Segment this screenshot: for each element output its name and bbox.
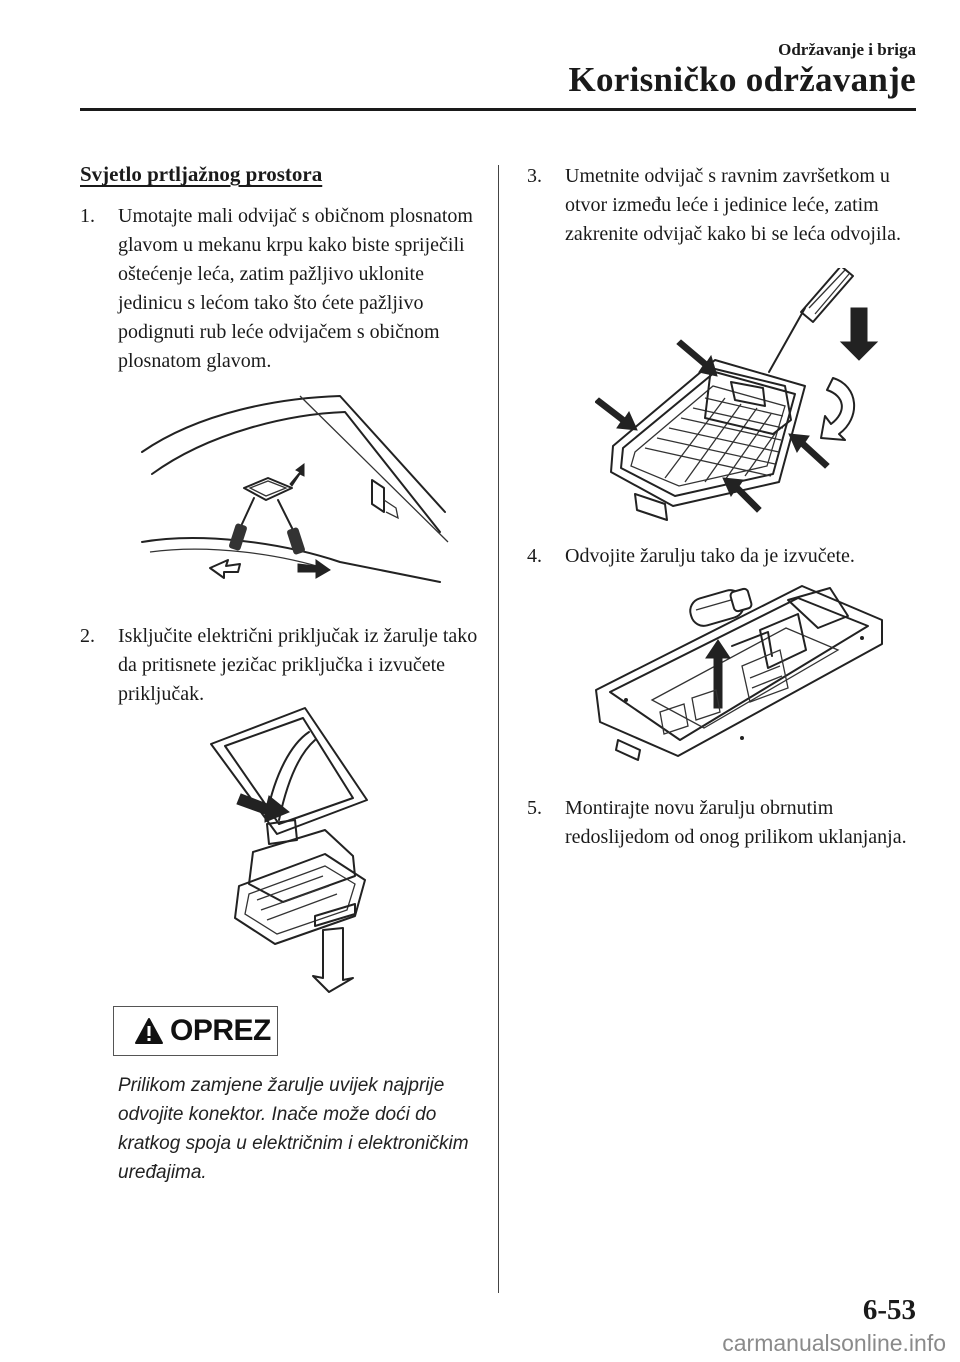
connector-disconnect-illustration [205,704,375,994]
warning-triangle-icon [134,1017,164,1045]
trunk-light-removal-illustration [140,392,450,588]
step-3 [527,162,922,249]
step-2-text: Isključite električni priključak iz žarulje tako da pritisnete jezičac priključka i izvučete priključak. [118,625,478,705]
lens-detach-illustration [595,268,885,524]
header-divider [80,108,916,111]
page-title: Korisničko održavanje [568,60,916,99]
page-number: 6-53 [862,1294,916,1326]
step-5-text: Montirajte novu žarulju obrnutim redoslijedom od onog prilikom uklanjanja. [565,797,907,848]
step-5 [527,794,922,852]
step-3-text: Umetnite odvijač s ravnim završetkom u otvor između leće i jedinice leće, zatim zakrenite odvijač kako bi se leća odvojila. [565,165,901,245]
caution-text: Prilikom zamjene žarulje uvijek najprije odvojite konektor. Inače može doći do kratkog spoja u električnim i elektroničkim uređajima. [118,1075,469,1183]
step-3-number: 3. [527,165,542,187]
step-4 [527,542,922,571]
caution-box [113,1006,278,1056]
step-2-number: 2. [80,625,95,647]
step-5-number: 5. [527,797,542,819]
step-1-text: Umotajte mali odvijač s običnom plosnatom glavom u mekanu krpu kako biste spriječili oštećenje leća, zatim pažljivo uklonite jedinicu s lećom tako što ćete pažljivo podignuti rub leće odvijačem s običnom plosnatom glavom. [118,205,473,372]
section-title: Svjetlo prtljažnog prostora [80,162,323,186]
caution-label: OPREZ [170,1014,271,1047]
column-divider [498,165,499,1293]
step-1 [80,202,480,376]
chapter-heading: Održavanje i briga [778,40,916,59]
watermark: carmanualsonline.info [722,1330,946,1356]
step-4-text: Odvojite žarulju tako da je izvučete. [565,545,855,567]
bulb-removal-illustration [592,580,888,776]
step-2 [80,622,480,709]
step-1-number: 1. [80,205,95,227]
step-4-number: 4. [527,545,542,567]
